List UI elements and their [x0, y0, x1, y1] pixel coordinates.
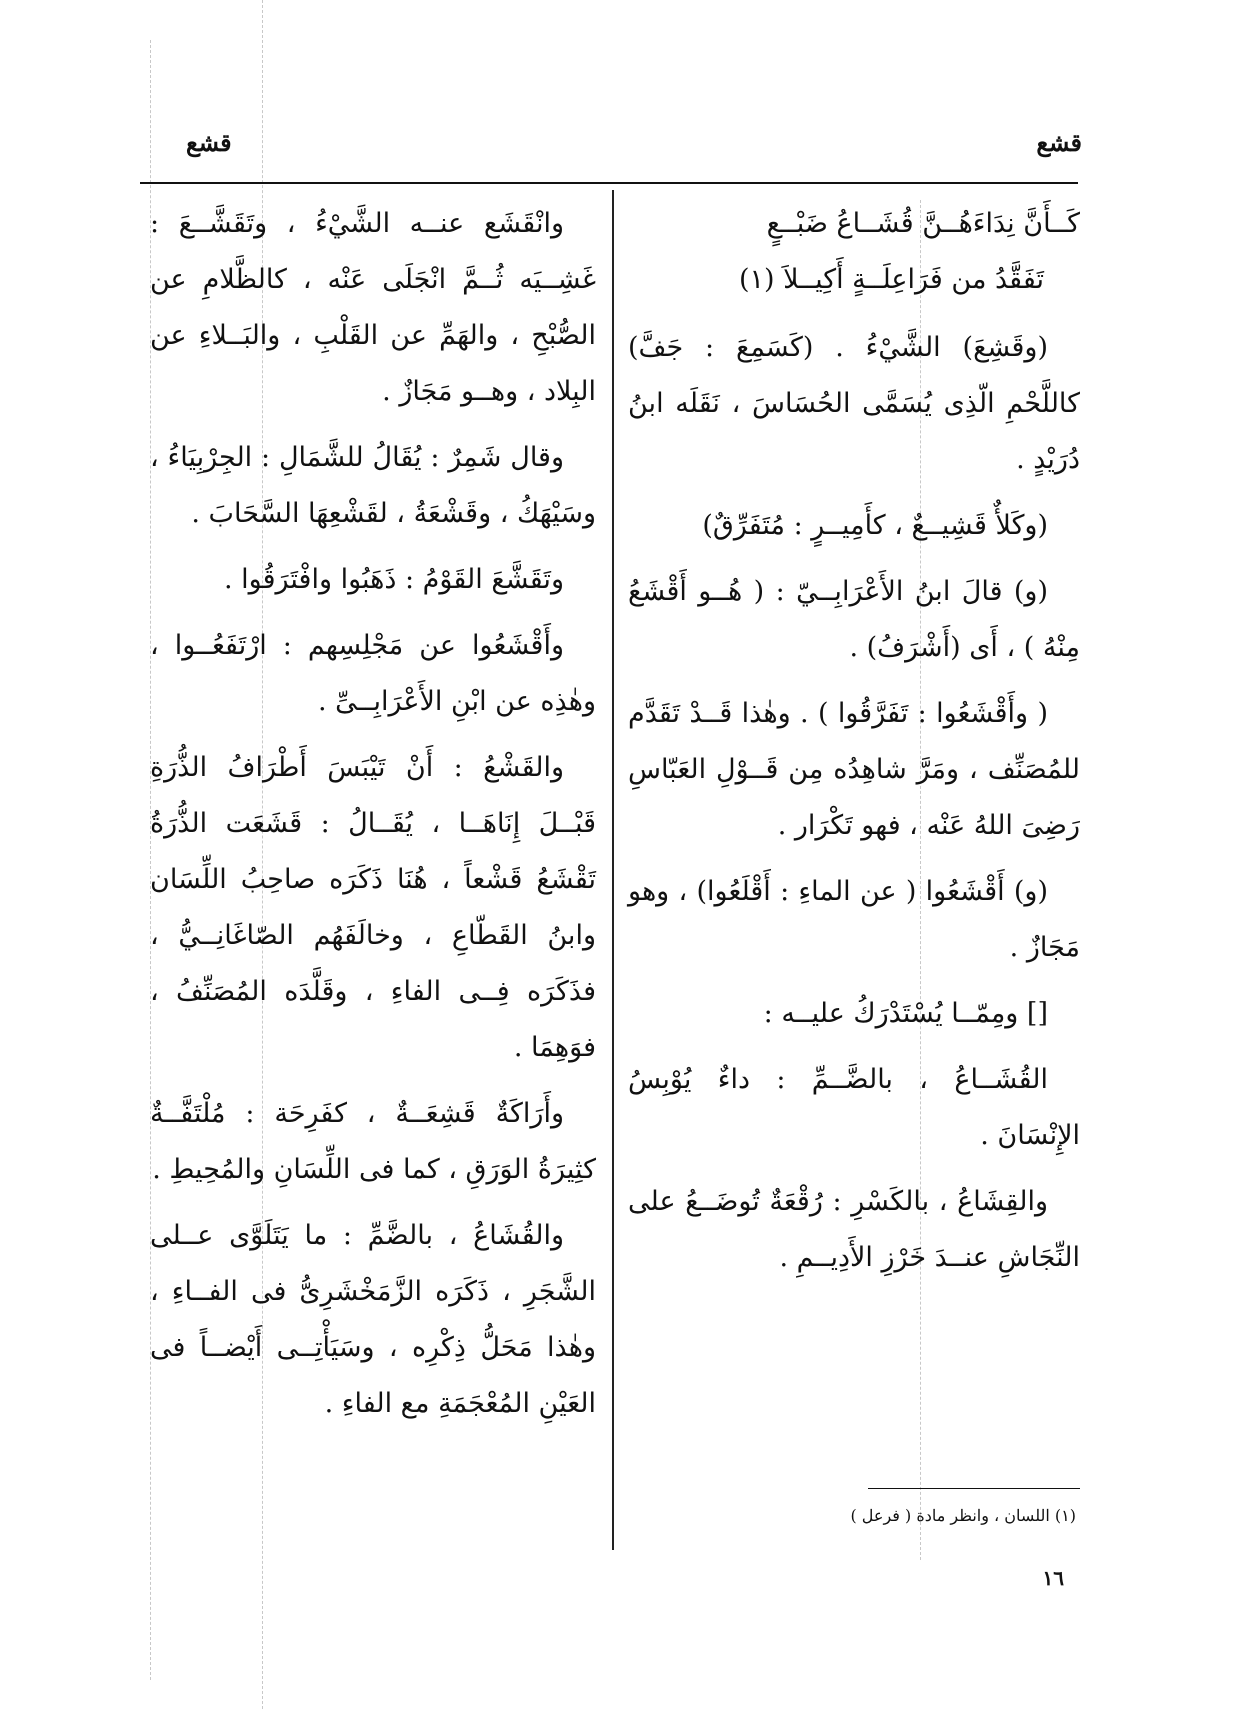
entry-paragraph: (وكَلأٌ قَشِيــعٌ ، كأَمِيــرٍ : مُتَفَرِّقٌ): [702, 510, 1048, 541]
entry-paragraph: والقَشْعُ : أَنْ تَيْبَسَ أَطْرَافُ الذُّرَةِ قَبْــلَ إِنَاهَــا ، يُقَــالُ : قَشَعَت الذُّرَةُ تَقْشَعُ قَشْعاً ، هُنَا ذَكَرَه صاحِبُ اللِّسَان وابنُ القَطّاعِ ، وخالَفَهُم الصّاغَانِــيُّ ، فذَكَرَه فِــى الفاءِ ، وقَلَّدَه المُصَنِّفُ ، فوَهِمَا .: [150, 752, 596, 1063]
entry-paragraph: (و) قالَ ابنُ الأَعْرَابِــيّ : ( هُــو أَقْشَعُ مِنْهُ ) ، أَى (أَشْرَفُ) .: [628, 576, 1080, 663]
running-header-left: قشع: [186, 128, 232, 157]
left-column: [150, 196, 596, 1442]
entry-paragraph: وتَقَشَّعَ القَوْمُ : ذَهَبُوا وافْتَرَقُوا .: [223, 564, 564, 595]
entry-paragraph: وأَقْشَعُوا عن مَجْلِسِهم : ارْتَفَعُــوا ، وهٰذِه عن ابْنِ الأَعْرَابِــىِّ .: [150, 630, 596, 717]
verse-line: تَفَقَّدُ من فَرَاعِلَــةٍ أَكِيــلاَ (١): [738, 264, 1044, 295]
header-rule: [140, 182, 1078, 184]
page-number: ١٦: [1042, 1566, 1064, 1590]
running-header-right: قشع: [1036, 128, 1082, 157]
verse-line: كَــأَنَّ نِدَاءَهُــنَّ قُشَــاعُ ضَبْــعٍ: [766, 208, 1080, 239]
entry-paragraph: (و) أَقْشَعُوا ( عن الماءِ : أَقْلَعُوا) ، وهو مَجَازٌ .: [628, 876, 1080, 963]
entry-paragraph: وقال شَمِرٌ : يُقَالُ للشَّمَالِ : الجِرْبِيَاءُ ، وسَيْهَكُ ، وقَشْعَةُ ، لقَشْعِهَا السَّحَابَ .: [150, 442, 596, 529]
column-divider: [612, 190, 614, 1550]
footnote: (١) اللسان ، وانظر مادة ( فرعل ): [850, 1506, 1076, 1525]
entry-paragraph: (وقَشِعَ) الشَّيْءُ . (كَسَمِعَ : جَفَّ) كاللَّحْمِ الّذِى يُسَمَّى الحُسَاسَ ، نَقَلَه ابنُ دُرَيْدٍ .: [628, 332, 1080, 475]
right-column: [628, 196, 1080, 1296]
entry-paragraph: القُشَــاعُ ، بالضَّــمِّ : داءٌ يُوْبِسُ الإِنْسَانَ .: [628, 1064, 1080, 1151]
poetry-verse: [628, 196, 1080, 308]
entry-paragraph: والقُشَاعُ ، بالضَّمِّ : ما يَتَلَوَّى عــلى الشَّجَرِ ، ذَكَرَه الزَّمَخْشَرِىُّ فى الفــاءِ ، وهٰذا مَحَلُّ ذِكْرِه ، وسَيَأْتِــى أَيْضــاً فى العَيْنِ المُعْجَمَةِ مع الفاءِ .: [150, 1220, 596, 1419]
entry-paragraph: [] ومِمّــا يُسْتَدْرَكُ عليــه :: [763, 998, 1048, 1029]
entry-paragraph: وأَرَاكَةٌ قَشِعَــةٌ ، كفَرِحَة : مُلْتَفَّــةٌ كثِيرَةُ الوَرَقِ ، كما فى اللِّسَانِ والمُحِيطِ .: [150, 1098, 596, 1185]
entry-paragraph: ( وأَقْشَعُوا : تَفَرَّقُوا ) . وهٰذا قَــدْ تَقَدَّم للمُصَنِّف ، ومَرَّ شاهِدُه مِن قَــوْلِ العَبّاسِ رَضِىَ اللهُ عَنْه ، فهو تَكْرَار .: [628, 698, 1080, 841]
entry-paragraph: والقِشَاعُ ، بالكَسْرِ : رُقْعَةٌ تُوضَــعُ على النِّجَاشِ عنــدَ خَرْزِ الأَدِيــمِ .: [628, 1186, 1080, 1273]
entry-paragraph: وانْقَشَع عنــه الشَّيْءُ ، وتَقَشَّــعَ : غَشِــيَه ثُــمَّ انْجَلَى عَنْه ، كالظَّلامِ عن الصُّبْحِ ، والهَمِّ عن القَلْبِ ، والبَــلاءِ عن البِلاد ، وهــو مَجَازٌ .: [150, 208, 596, 407]
footnote-rule: [868, 1488, 1080, 1489]
